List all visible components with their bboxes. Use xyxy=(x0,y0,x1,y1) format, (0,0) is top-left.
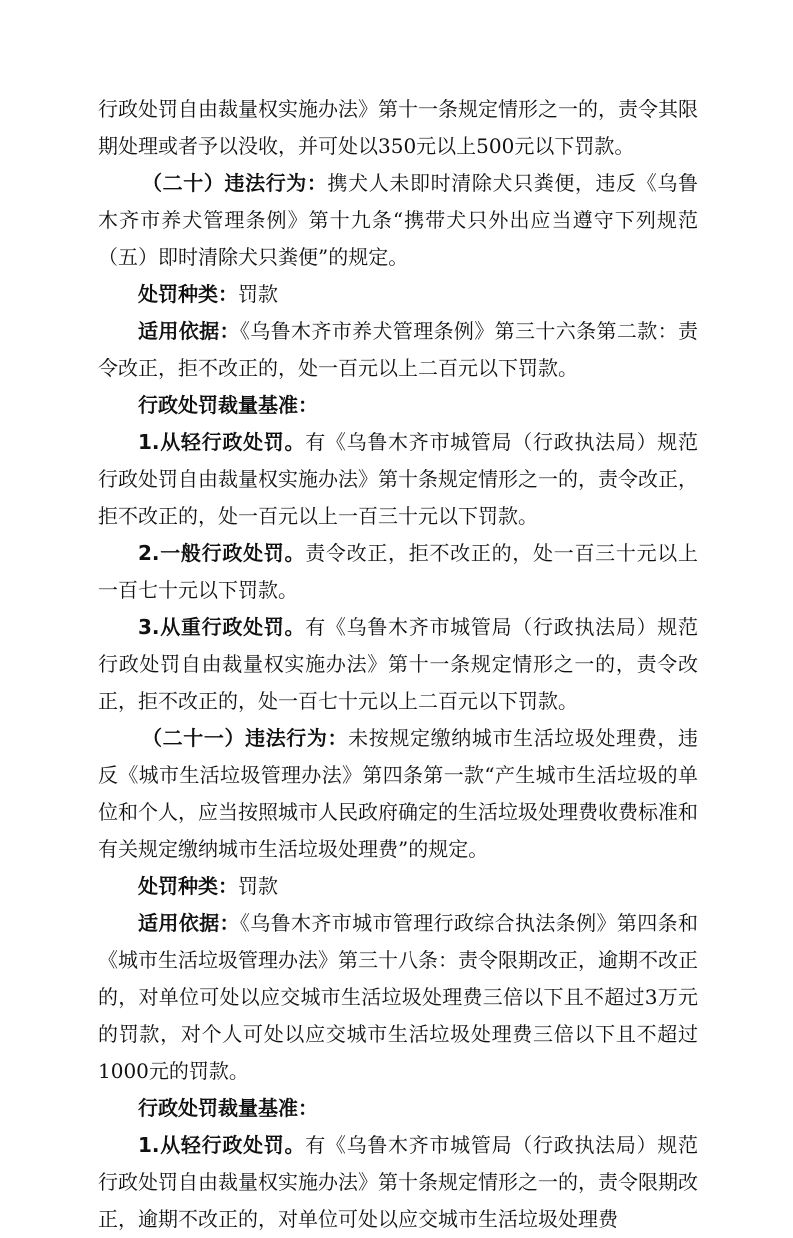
lighter-penalty xyxy=(98,424,698,535)
discretion-standard-label: 行政处罚裁量基准： xyxy=(138,393,318,417)
discretion-standard-heading xyxy=(98,1090,698,1127)
paragraph-text: 有《乌鲁木齐市城管局（行政执法局）规范行政处罚自由裁量权实施办法》第十条规定情形之一的，责令改正，拒不改正的，处一百元以上一百三十元以下罚款。 xyxy=(98,430,698,528)
lighter-penalty-label: 1.从轻行政处罚。 xyxy=(138,1133,306,1157)
lighter-penalty xyxy=(98,1127,698,1238)
legal-basis xyxy=(98,313,698,387)
section-20-violation xyxy=(98,165,698,276)
discretion-standard-heading xyxy=(98,387,698,424)
paragraph-text: 行政处罚自由裁量权实施办法》第十一条规定情形之一的，责令其限期处理或者予以没收，并可处以350元以上500元以下罚款。 xyxy=(98,97,698,158)
general-penalty-label: 2.一般行政处罚。 xyxy=(138,541,306,565)
paragraph-text: 未按规定缴纳城市生活垃圾处理费，违反《城市生活垃圾管理办法》第四条第一款“产生城市生活垃圾的单位和个人，应当按照城市人民政府确定的生活垃圾处理费收费标准和有关规定缴纳城市生活垃圾处理费”的规定。 xyxy=(98,726,699,861)
legal-basis-label: 适用依据： xyxy=(138,319,240,343)
paragraph-text: 《乌鲁木齐市养犬管理条例》第三十六条第二款：责令改正，拒不改正的，处一百元以上二百元以下罚款。 xyxy=(98,319,699,380)
paragraph-text: 责令改正，拒不改正的，处一百三十元以上一百七十元以下罚款。 xyxy=(98,541,698,602)
heavier-penalty xyxy=(98,609,698,720)
penalty-type-label: 处罚种类： xyxy=(138,282,238,306)
paragraph-text: 《乌鲁木齐市城市管理行政综合执法条例》第四条和《城市生活垃圾管理办法》第三十八条：责令限期改正，逾期不改正的，对单位可处以应交城市生活垃圾处理费三倍以下且不超过3万元的罚款，对个人可处以应交城市生活垃圾处理费三倍以下且不超过1000元的罚款。 xyxy=(98,911,699,1083)
legal-basis-label: 适用依据： xyxy=(138,911,240,935)
penalty-type-value: 罚款 xyxy=(238,282,278,306)
section-21-heading: （二十一）违法行为： xyxy=(142,726,349,750)
legal-basis xyxy=(98,905,698,1090)
document-page xyxy=(98,91,698,1238)
penalty-type xyxy=(98,868,698,905)
paragraph-text: 有《乌鲁木齐市城管局（行政执法局）规范行政处罚自由裁量权实施办法》第十一条规定情形之一的，责令改正，拒不改正的，处一百七十元以上二百元以下罚款。 xyxy=(98,615,698,713)
penalty-type-value: 罚款 xyxy=(238,874,278,898)
section-20-heading: （二十）违法行为： xyxy=(142,171,328,195)
penalty-type xyxy=(98,276,698,313)
section-21-violation xyxy=(98,720,698,868)
paragraph-text: 有《乌鲁木齐市城管局（行政执法局）规范行政处罚自由裁量权实施办法》第十条规定情形之一的，责令限期改正，逾期不改正的，对单位可处以应交城市生活垃圾处理费 xyxy=(98,1133,698,1231)
heavier-penalty-label: 3.从重行政处罚。 xyxy=(138,615,306,639)
paragraph-continuation xyxy=(98,91,698,165)
penalty-type-label: 处罚种类： xyxy=(138,874,238,898)
general-penalty xyxy=(98,535,698,609)
paragraph-text: 携犬人未即时清除犬只粪便，违反《乌鲁木齐市养犬管理条例》第十九条“携带犬只外出应当遵守下列规范（五）即时清除犬只粪便”的规定。 xyxy=(98,171,699,269)
lighter-penalty-label: 1.从轻行政处罚。 xyxy=(138,430,306,454)
discretion-standard-label: 行政处罚裁量基准： xyxy=(138,1096,318,1120)
